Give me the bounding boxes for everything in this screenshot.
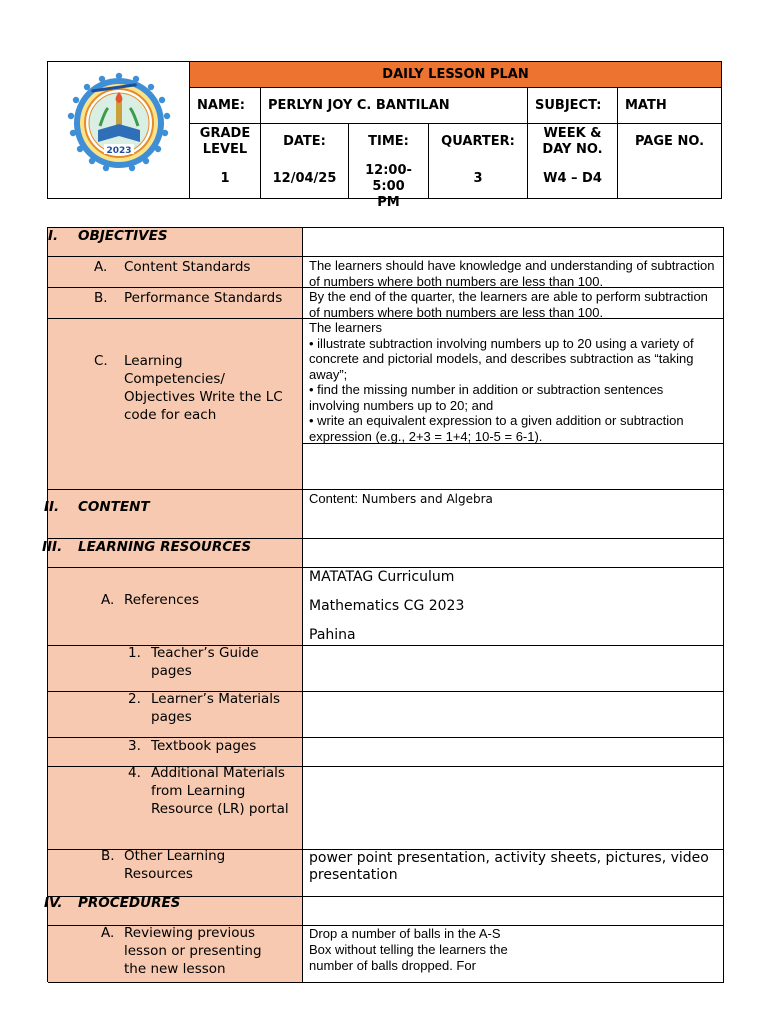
reference-line: Pahina — [309, 627, 356, 643]
svg-text:2023: 2023 — [106, 146, 132, 156]
content-value: Numbers and Algebra — [361, 492, 493, 506]
teachers-guide-label: Teacher’s Guide pages — [151, 645, 259, 679]
learning-competencies-row: C. Learning Competencies/ Objectives Write the LC code for each The learners • illustrate subtraction involving numbers up to 20 using a variety of concrete and pictorial models, and describes subtraction as “taking away”; • find the missing number in addition or subtraction sentences involving numbers up to 20; and • write an equivalent expression to a given addition or subtraction expression (e.g., 2+3 = 1+4; 10-5 = 6-1). — [48, 319, 724, 490]
review-line: Box without telling the learners the — [309, 942, 508, 957]
time-label: TIME: — [368, 134, 409, 149]
lesson-plan-header — [47, 61, 722, 210]
other-resources-value: power point presentation, activity sheets, pictures, video presentation — [303, 850, 724, 897]
learning-competencies-label: Learning Competencies/ Objectives Write the LC code for each — [124, 353, 283, 423]
content-standards-row: A. Content Standards The learners should have knowledge and understanding of subtraction of numbers where both numbers are less than 100. — [48, 257, 724, 288]
teachers-guide-row: 1. Teacher’s Guide pages — [48, 646, 724, 692]
school-seal-icon — [48, 62, 190, 198]
subject-value: MATH — [618, 88, 721, 124]
review-line: Drop a number of balls in the A-S — [309, 926, 501, 941]
references-row: A. References MATATAG Curriculum Mathematics CG 2023 Pahina — [48, 568, 724, 646]
date-cell — [261, 124, 349, 198]
performance-standards-value: By the end of the quarter, the learners are able to perform subtraction of numbers where both numbers are less than 100. — [303, 288, 724, 319]
grade-level-cell — [190, 124, 261, 198]
content-row: II. CONTENT Content: Numbers and Algebra — [48, 490, 724, 539]
date-label: DATE: — [283, 134, 326, 149]
additional-materials-label: Additional Materials from Learning Resource (LR) portal — [151, 765, 289, 817]
additional-materials-value — [303, 767, 724, 850]
page-no-label: PAGE NO. — [634, 134, 705, 149]
content-standards-value: The learners should have knowledge and understanding of subtraction of numbers where both numbers are less than 100. — [303, 257, 724, 288]
document-title: DAILY LESSON PLAN — [190, 62, 721, 88]
learning-resources-row: III. LEARNING RESOURCES — [48, 539, 724, 568]
time-value: 12:00-5:00 PM — [365, 163, 412, 210]
review-lesson-row: A. Reviewing previous lesson or presenting the new lesson Drop a number of balls in the A-S Box without telling the learners the number of balls dropped. For — [48, 926, 724, 983]
performance-standards-row: B. Performance Standards By the end of the quarter, the learners are able to perform subtraction of numbers where both numbers are less than 100. — [48, 288, 724, 319]
textbook-value — [303, 738, 724, 767]
procedures-row: IV. PROCEDURES — [48, 897, 724, 926]
name-label: NAME: — [190, 88, 261, 124]
competency-item: • write an equivalent expression to a given addition or subtraction expression (e.g., 2+3 = 1+4; 10-5 = 6-1). — [309, 413, 684, 444]
performance-standards-label: Performance Standards — [124, 290, 283, 306]
quarter-cell — [429, 124, 528, 198]
date-value: 12/04/25 — [272, 171, 337, 186]
week-day-value: W4 – D4 — [543, 171, 602, 186]
content-standards-label: Content Standards — [124, 259, 251, 275]
competencies-intro: The learners — [309, 320, 382, 335]
grade-level-label: GRADE LEVEL — [199, 126, 251, 157]
competency-item: • find the missing number in addition or subtraction sentences involving numbers up to 20; and — [309, 382, 664, 413]
objectives-row: I. OBJECTIVES — [48, 228, 724, 257]
grade-level-value: 1 — [220, 171, 230, 186]
reference-line: MATATAG Curriculum — [309, 569, 455, 585]
learners-materials-value — [303, 692, 724, 738]
week-day-cell — [528, 124, 618, 198]
additional-materials-row: 4. Additional Materials from Learning Resource (LR) portal — [48, 767, 724, 850]
references-label: References — [124, 592, 200, 608]
teacher-name: PERLYN JOY C. BANTILAN — [261, 88, 528, 124]
learners-materials-row: 2. Learner’s Materials pages — [48, 692, 724, 738]
quarter-value: 3 — [473, 171, 483, 186]
teachers-guide-value — [303, 646, 724, 692]
logo-cell — [48, 62, 190, 198]
quarter-label: QUARTER: — [441, 134, 515, 149]
lesson-plan-table — [42, 227, 724, 982]
competency-item: • illustrate subtraction involving numbers up to 20 using a variety of concrete and pictorial models, and describes subtraction as “taking away”; — [309, 335, 694, 382]
review-line: number of balls dropped. For — [309, 958, 476, 973]
textbook-row: 3. Textbook pages — [48, 738, 724, 767]
page-no-cell — [618, 124, 721, 198]
content-prefix: Content: — [309, 491, 359, 506]
time-cell — [349, 124, 429, 210]
subject-label: SUBJECT: — [528, 88, 618, 124]
other-resources-row: B. Other Learning Resources power point presentation, activity sheets, pictures, video presentation — [48, 850, 724, 897]
week-day-label: WEEK & DAY NO. — [542, 126, 603, 157]
textbook-label: Textbook pages — [151, 738, 257, 754]
reference-line: Mathematics CG 2023 — [309, 598, 465, 614]
learners-materials-label: Learner’s Materials pages — [151, 691, 281, 725]
other-resources-label: Other Learning Resources — [124, 848, 226, 882]
review-lesson-label: Reviewing previous lesson or presenting the new lesson — [124, 925, 262, 977]
